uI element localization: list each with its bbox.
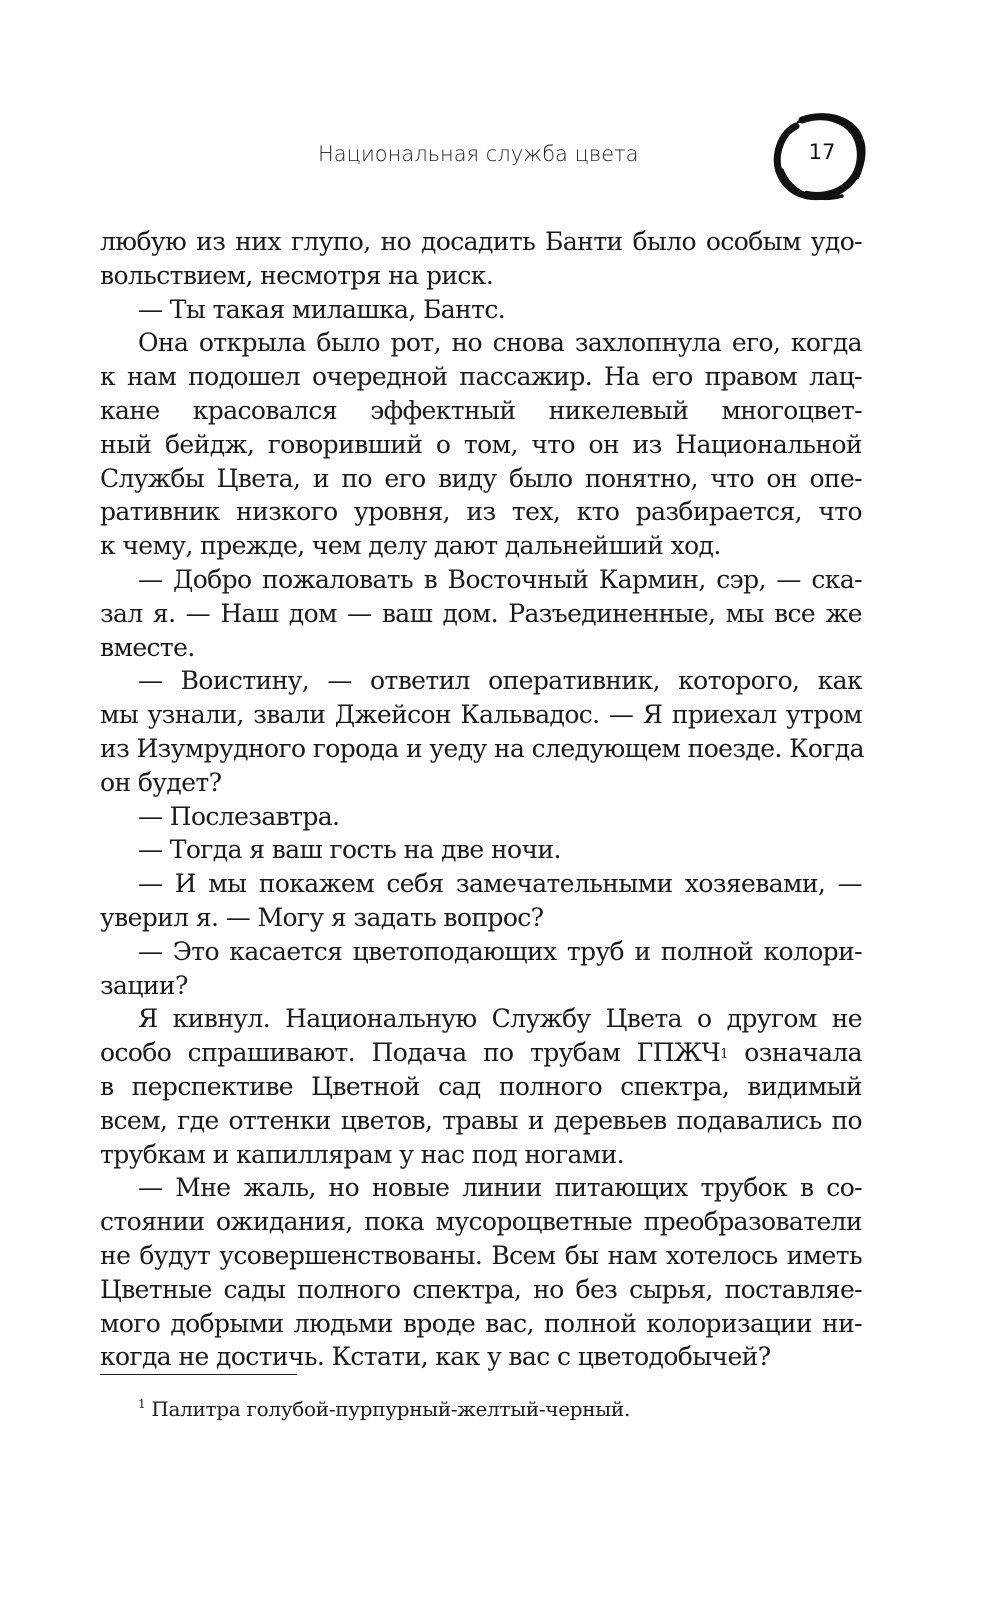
text-line: в перспективе Цветной сад полного спектра, видимый: [100, 1071, 862, 1101]
text-line: когда не достичь. Кстати, как у вас с цветодобычей?: [100, 1342, 771, 1372]
text-line: — Тогда я ваш гость на две ночи.: [138, 835, 561, 865]
text-line: не будут усовершенствованы. Всем бы нам хотелось иметь: [100, 1240, 862, 1270]
text-line: из Изумрудного города и уеду на следующем поезде. Когда: [100, 733, 864, 763]
text-line: он будет?: [100, 767, 222, 797]
footnote: [138, 1395, 838, 1426]
text-line: мы узнали, звали Джейсон Кальвадос. — Я приехал утром: [100, 700, 862, 730]
text-line: — И мы покажем себя замечательными хозяевами, —: [138, 869, 862, 899]
text-line: стоянии ожидания, пока мусороцветные преобразователи: [100, 1207, 862, 1237]
body-text: [100, 225, 862, 1374]
footnote-divider: [100, 1374, 297, 1375]
text-line: Службы Цвета, и по его виду было понятно, что он опе-: [100, 463, 862, 493]
footnote-ref[interactable]: 1: [720, 1047, 728, 1063]
footnote-text: Палитра голубой-пурпурный-желтый-черный.: [151, 1397, 630, 1421]
text-line: — Воистину, — ответил оперативник, которого, как: [138, 666, 862, 696]
text-line: к чему, прежде, чем делу дают дальнейший ход.: [100, 531, 721, 561]
text-segment: означала: [744, 1038, 862, 1068]
text-line: ративник низкого уровня, из тех, кто разбирается, что: [100, 497, 862, 527]
text-line: зал я. — Наш дом — ваш дом. Разъединенные, мы все же: [100, 598, 862, 628]
text-line: — Мне жаль, но новые линии питающих трубок в со-: [138, 1173, 862, 1203]
page-header: [0, 0, 1000, 200]
text-line: — Добро пожаловать в Восточный Кармин, сэр, — ска-: [138, 564, 862, 594]
text-line: всем, где оттенки цветов, травы и деревьев подавались по: [100, 1105, 862, 1135]
text-line: — Ты такая милашка, Бантс.: [138, 294, 506, 324]
page-number: 17: [808, 140, 836, 164]
text-line: ный бейдж, говоривший о том, что он из Национальной: [100, 429, 862, 459]
text-line: трубкам и капиллярам у нас под ногами.: [100, 1139, 625, 1169]
footnote-marker: 1: [138, 1397, 146, 1411]
text-line: Цветные сады полного спектра, но без сырья, поставляе-: [100, 1274, 862, 1304]
running-title: Национальная служба цвета: [318, 142, 639, 166]
text-line: мого добрыми людьми вроде вас, полной колоризации ни-: [100, 1308, 862, 1338]
text-line: — Послезавтра.: [138, 801, 340, 831]
text-line: вольствием, несмотря на риск.: [100, 260, 494, 290]
text-segment: особо спрашивают. Подача по трубам ГПЖЧ: [100, 1038, 721, 1068]
text-line: — Это касается цветоподающих труб и полной колори-: [138, 936, 862, 966]
page-number-badge: [772, 112, 872, 208]
text-line: любую из них глупо, но досадить Банти было особым удо-: [100, 227, 862, 256]
text-line: зации?: [100, 970, 188, 1000]
text-line: вместе.: [100, 632, 195, 662]
text-line: Я кивнул. Национальную Службу Цвета о другом не: [138, 1004, 862, 1034]
text-line: Она открыла было рот, но снова захлопнула его, когда: [138, 328, 862, 358]
text-line: к нам подошел очередной пассажир. На его правом лац-: [100, 362, 862, 392]
text-line: кане красовался эффектный никелевый многоцвет-: [100, 395, 862, 425]
text-line-with-footnote: [100, 1036, 862, 1070]
text-line: уверил я. — Могу я задать вопрос?: [100, 902, 544, 932]
